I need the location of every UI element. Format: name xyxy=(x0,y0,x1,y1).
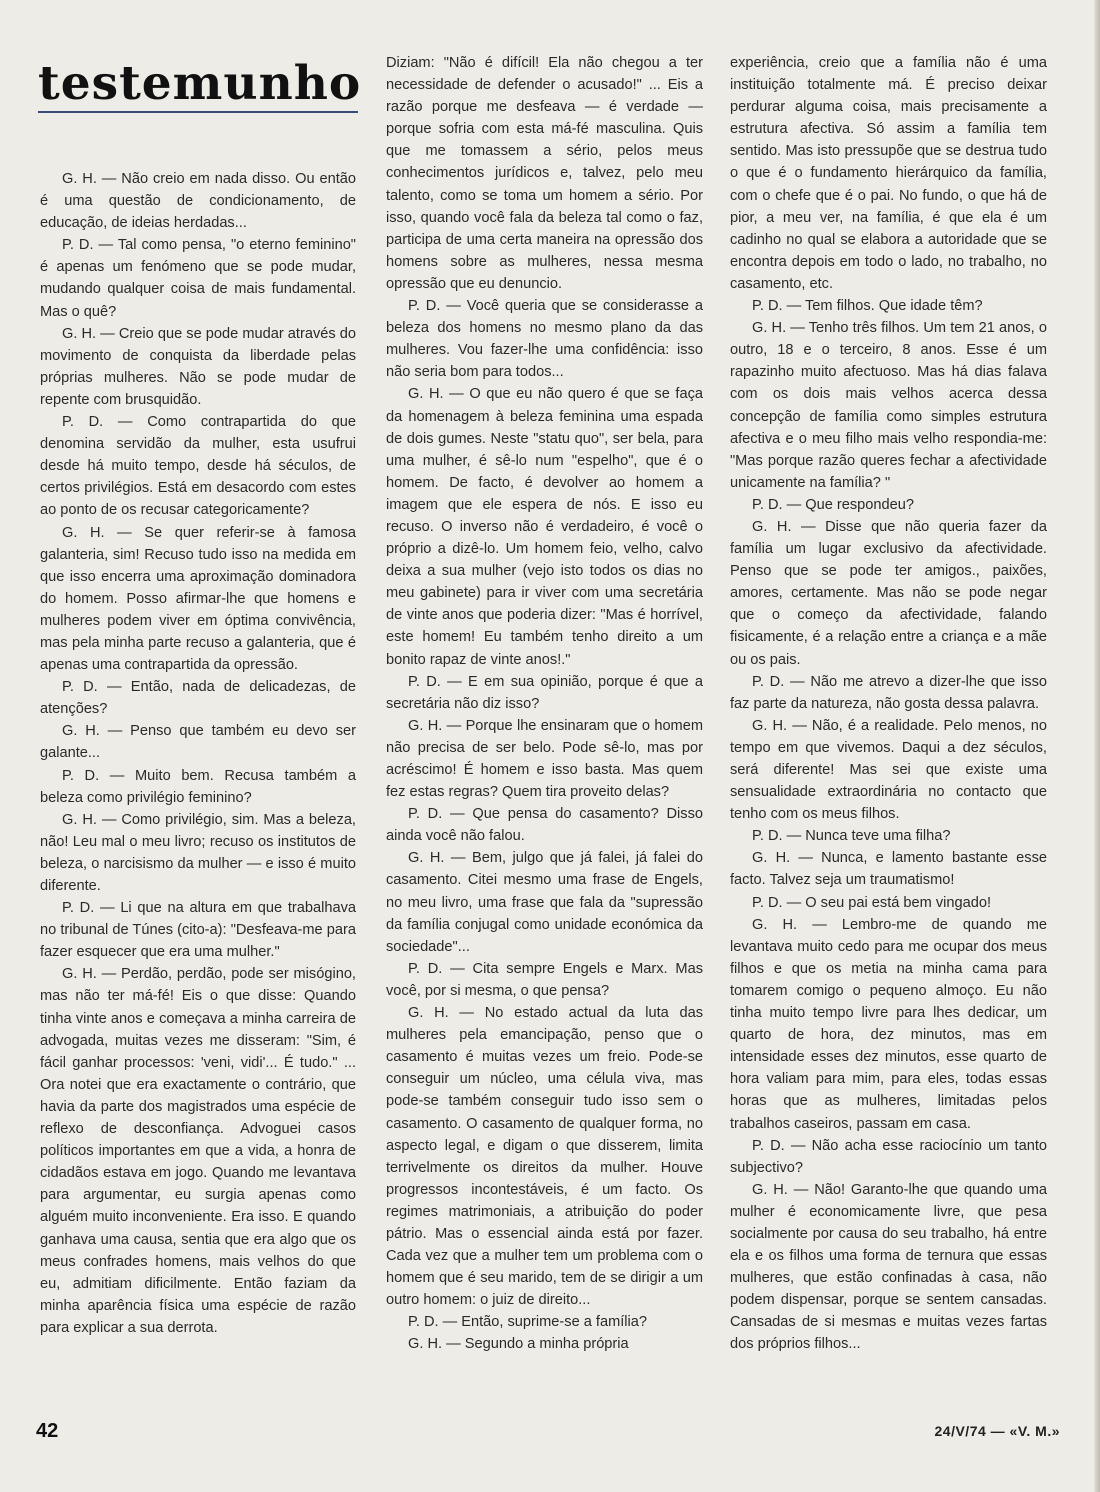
paragraph: P. D. — Cita sempre Engels e Marx. Mas você, por si mesma, o que pensa? xyxy=(386,960,703,999)
paragraph: G. H. — Tenho três filhos. Um tem 21 anos, o outro, 18 e o terceiro, 8 anos. Esse é um rapazinho muito afectuoso. Mas há dias falava com os dois mais velhos acerca dessa concepção de família como simples estrutura afectiva e o meu filho mais velho respondia-me: "Mas porque razão queres fechar a afectividade unicamente na família? " xyxy=(730,320,1047,491)
paragraph: G. H. — Não creio em nada disso. Ou então é uma questão de condicionamento, de educação, de ideias herdadas... xyxy=(40,171,356,232)
paragraph: G. H. — Lembro-me de quando me levantava muito cedo para me ocupar dos meus filhos e que os metia na minha cama para tomarem comigo o pequeno almoço. Eu não tinha muito tempo livre para lhes dedicar, um quarto de hora, dez minutos, mas em intensidade esses dez minutos, esse quarto de hora valiam para mim, para eles, todas essas horas que as mulheres, limitadas pelos trabalhos caseiros, passam em casa. xyxy=(730,916,1047,1132)
paragraph: G. H. — Creio que se pode mudar através do movimento de conquista da liberdade pelas próprias mulheres. Não se pode mudar de repente com brusquidão. xyxy=(40,325,356,408)
paragraph: P. D. — Não me atrevo a dizer-lhe que isso faz parte da natureza, não gosta dessa palavra. xyxy=(730,673,1047,712)
paragraph: P. D. — E em sua opinião, porque é que a secretária não diz isso? xyxy=(386,673,703,712)
section-title: testemunho xyxy=(38,56,362,111)
paragraph: P. D. — Então, nada de delicadezas, de atenções? xyxy=(40,679,356,718)
paragraph: P. D. — Que respondeu? xyxy=(752,496,914,513)
paragraph: P. D. — Nunca teve uma filha? xyxy=(752,828,951,845)
paragraph: G. H. — Perdão, perdão, pode ser misógino, mas não ter má-fé! Eis o que disse: Quando tinha vinte anos e começava a minha carreira de advogada, muitas vezes me disseram: "Sim, é fácil ganhar processos: 'veni, vidi'... É tudo." ... Ora notei que era exactamente o contrário, que havia da parte dos magistrados uma espécie de reflexo de desconfiança. Advoguei casos políticos importantes em que a vida, a honra de cidadãos estava em jogo. Quando me levantava para argumentar, eu surgia apenas como alguém muito inconveniente. Era isso. E quando ganhava uma causa, sentia que era algo que os meus confrades homens, mais velhos do que eu, admitiam dificilmente. Então faziam da minha aparência física uma espécie de razão para explicar a sua derrota. xyxy=(40,966,356,1336)
text-column-3 xyxy=(730,52,1047,1356)
paragraph: G. H. — O que eu não quero é que se faça da homenagem à beleza feminina uma espada de dois gumes. Neste "statu quo", ser bela, para uma mulher, é sê-lo num "espelho", que é o homem. De facto, é devolver ao homem a imagem que ele espera de nós. E isso eu recuso. O inverso não é verdadeiro, é você o próprio a dizê-lo. Um homem feio, velho, calvo deixa a sua mulher (vejo isto todos os dias no meu gabinete) para ir viver com uma secretária de vinte anos que poderia dizer: "Mas é horrível, este homem! Eu também tenho direito a um bonito rapaz de vinte anos!." xyxy=(386,386,703,668)
paragraph: P. D. — Então, suprime-se a família? xyxy=(408,1314,648,1331)
title-underline xyxy=(38,111,358,113)
paragraph: G. H. — Nunca, e lamento bastante esse facto. Talvez seja um traumatismo! xyxy=(730,850,1047,889)
paragraph: P. D. — Você queria que se considerasse a beleza dos homens no mesmo plano da das mulheres. Vou fazer-lhe uma confidência: isso não seria bom para todos... xyxy=(386,298,703,381)
paragraph: Diziam: "Não é difícil! Ela não chegou a ter necessidade de defender o acusado!" ... Eis a razão porque me desfeava — é verdade — porque sofria com esta má-fé masculina. Quis que me tomassem a sério, pelos meus conhecimentos jurídicos e, talvez, pelo meu talento, como se toma um homem a sério. Por isso, quando você fala da beleza tal como o faz, participa de uma certa maneira na opressão dos homens sobre as mulheres, nessa mesma opressão que eu denuncio. xyxy=(386,55,703,292)
paragraph: P. D. — Li que na altura em que trabalhava no tribunal de Túnes (cito-a): "Desfeava-me para fazer esquecer que era uma mulher." xyxy=(40,900,356,961)
paragraph: P. D. — O seu pai está bem vingado! xyxy=(752,894,992,911)
paragraph: P. D. — Como contrapartida do que denomina servidão da mulher, esta usufrui desde há muito tempo, desde há séculos, de certos privilégios. Está em desacordo com estes ao ponto de os recusar categoricamente? xyxy=(40,414,356,519)
paragraph: P. D. — Tem filhos. Que idade têm? xyxy=(752,298,983,315)
paragraph: G. H. — Se quer referir-se à famosa galanteria, sim! Recuso tudo isso na medida em que isso encerra uma aproximação dominadora do homem. Posso afirmar-lhe que homens e mulheres podem viver em óptima convivência, mas pela minha parte recuso a galanteria, que é apenas uma contrapartida da opressão. xyxy=(40,524,356,674)
page-edge-shadow xyxy=(1094,0,1100,1492)
paragraph: G. H. — Segundo a minha própria xyxy=(408,1336,629,1353)
paragraph: G. H. — Não! Garanto-lhe que quando uma mulher é economicamente livre, que pesa socialmente por causa do seu trabalho, há entre ela e os filhos uma forma de ternura que essas mulheres, que estão confinadas à casa, não podem dispensar, porque se sentem cansadas. Cansadas de si mesmas e muitas vezes fartas dos próprios filhos... xyxy=(730,1181,1047,1353)
paragraph: P. D. — Muito bem. Recusa também a beleza como privilégio feminino? xyxy=(40,767,356,806)
paragraph: G. H. — Penso que também eu devo ser galante... xyxy=(40,723,356,762)
text-column-1 xyxy=(40,168,356,1339)
page-number: 42 xyxy=(36,1420,59,1442)
paragraph: G. H. — Como privilégio, sim. Mas a beleza, não! Leu mal o meu livro; recuso os institutos de beleza, o narcisismo da mulher — e isso é muito diferente. xyxy=(40,811,356,894)
paragraph: P. D. — Tal como pensa, "o eterno feminino" é apenas um fenómeno que se pode mudar, mudando qualquer coisa de mais fundamental. Mas o quê? xyxy=(40,237,356,320)
issue-footer: 24/V/74 — «V. M.» xyxy=(934,1423,1060,1439)
paragraph: G. H. — Disse que não queria fazer da família um lugar exclusivo da afectividade. Penso que se pode ter amigos., paixões, amores, certamente. Mas não se pode negar que o começo da afectividade, falando fisicamente, é a relação entre a criança e a mãe ou os pais. xyxy=(730,518,1047,668)
paragraph: P. D. — Não acha esse raciocínio um tanto subjectivo? xyxy=(730,1137,1047,1176)
paragraph: G. H. — Não, é a realidade. Pelo menos, no tempo em que vivemos. Daqui a dez séculos, será diferente! Mas sei que existe uma sensualidade extraordinária no contacto que tenho com os meus filhos. xyxy=(730,717,1047,823)
paragraph: experiência, creio que a família não é uma instituição totalmente má. É preciso deixar perdurar alguma coisa, mais precisamente a estrutura afectiva. Só assim a família tem sentido. Mas isto pressupõe que se destrua tudo o que é o fundamento hierárquico da família, com o chefe que é o pai. No fundo, o que há de pior, a meu ver, na família, é que ela é um cadinho no qual se elabora a autoridade que se encontra depois em todo o lado, no trabalho, no casamento, etc. xyxy=(730,55,1047,292)
paragraph: G. H. — No estado actual da luta das mulheres pela emancipação, penso que o casamento é muitas vezes um freio. Pode-se conseguir um núcleo, uma célula viva, mas pode-se também conseguir tudo isso sem o casamento. O casamento de qualquer forma, no aspecto legal, e digam o que disserem, limita terrivelmente os direitos da mulher. Houve progressos incontestáveis, é um facto. Os regimes matrimoniais, a atribuição do poder pátrio. Mas o essencial ainda está por fazer. Cada vez que a mulher tem um problema com o homem que é seu marido, tem de se dirigir a um outro homem: o juiz de direito... xyxy=(386,1005,703,1309)
paragraph: P. D. — Que pensa do casamento? Disso ainda você não falou. xyxy=(386,806,703,845)
paragraph: G. H. — Porque lhe ensinaram que o homem não precisa de ser belo. Pode sê-lo, mas por acréscimo! É homem e isso basta. Mas quem fez estas regras? Quem tira proveito delas? xyxy=(386,717,703,801)
text-column-2 xyxy=(386,52,703,1356)
paragraph: G. H. — Bem, julgo que já falei, já falei do casamento. Citei mesmo uma frase de Engels, no meu livro, uma frase que fala da "supressão da família conjugal como unidade económica da sociedade"... xyxy=(386,850,703,955)
